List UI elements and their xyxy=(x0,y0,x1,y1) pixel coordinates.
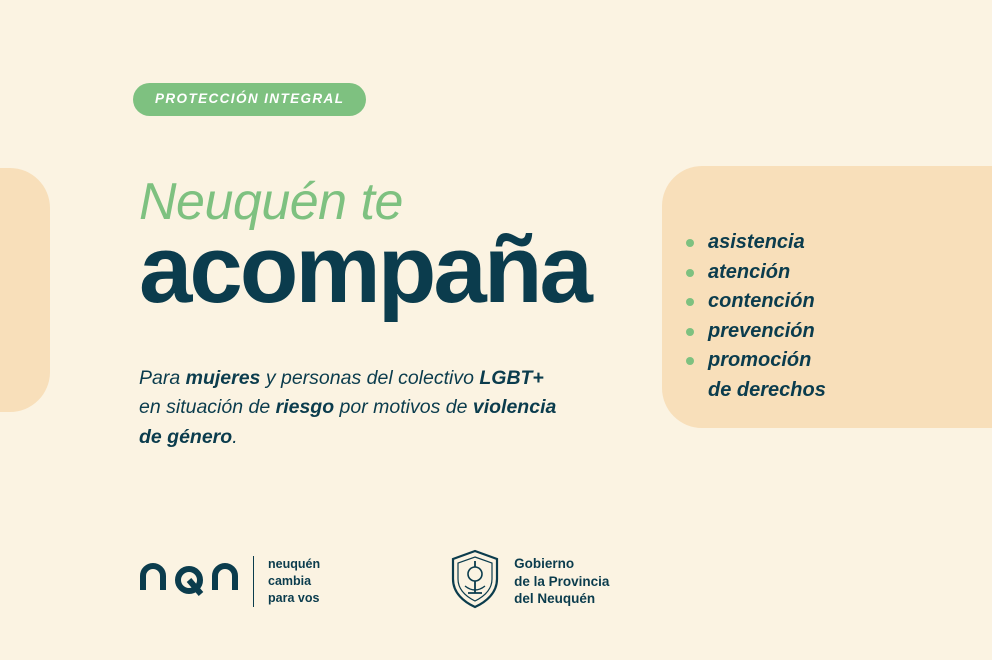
description-part-1: Para xyxy=(139,366,186,389)
services-list xyxy=(686,228,826,406)
description-bold-2: LGBT+ xyxy=(479,366,544,389)
description-part-4: por motivos de xyxy=(334,396,473,419)
decorative-shape-left xyxy=(0,168,50,412)
list-item xyxy=(686,346,826,405)
service-label: atención xyxy=(708,260,791,283)
government-line-3: del Neuquén xyxy=(514,591,596,607)
service-label: contención xyxy=(708,290,815,313)
description-bold-3: riesgo xyxy=(275,396,335,419)
service-label: promoción xyxy=(708,349,812,372)
government-logo xyxy=(448,548,609,615)
description-bold-1: mujeres xyxy=(185,366,261,389)
neuquen-tagline xyxy=(253,556,320,608)
neuquen-tagline-line-1: neuquén xyxy=(268,556,321,571)
government-name xyxy=(514,555,609,608)
description-paragraph xyxy=(139,364,569,453)
government-line-2: de la Provincia xyxy=(514,573,610,589)
footer-logos xyxy=(139,548,609,615)
list-item xyxy=(686,317,826,347)
list-item xyxy=(686,287,826,317)
neuquen-brand-logo xyxy=(139,556,320,608)
neuquen-tagline-line-3: para vos xyxy=(268,591,320,606)
government-line-1: Gobierno xyxy=(514,555,575,571)
category-tag xyxy=(133,83,366,116)
description-bold-4: violencia de género xyxy=(139,396,557,448)
headline-line-1: Neuquén te xyxy=(139,173,403,231)
service-label: asistencia xyxy=(708,231,805,253)
service-label: prevención xyxy=(708,319,815,342)
description-part-2: y personas del colectivo xyxy=(260,366,480,389)
provincial-shield-icon xyxy=(448,548,502,615)
description-part-5: . xyxy=(232,425,238,448)
service-label-second-line: de derechos xyxy=(708,378,826,401)
category-tag-label: PROTECCIÓN INTEGRAL xyxy=(155,91,345,106)
list-item xyxy=(686,228,826,258)
list-item xyxy=(686,258,826,288)
neuquen-tagline-line-2: cambia xyxy=(268,573,312,588)
nqn-wordmark-icon xyxy=(139,556,239,607)
description-part-3: en situación de xyxy=(139,396,276,419)
headline-line-2: acompaña xyxy=(139,216,590,323)
